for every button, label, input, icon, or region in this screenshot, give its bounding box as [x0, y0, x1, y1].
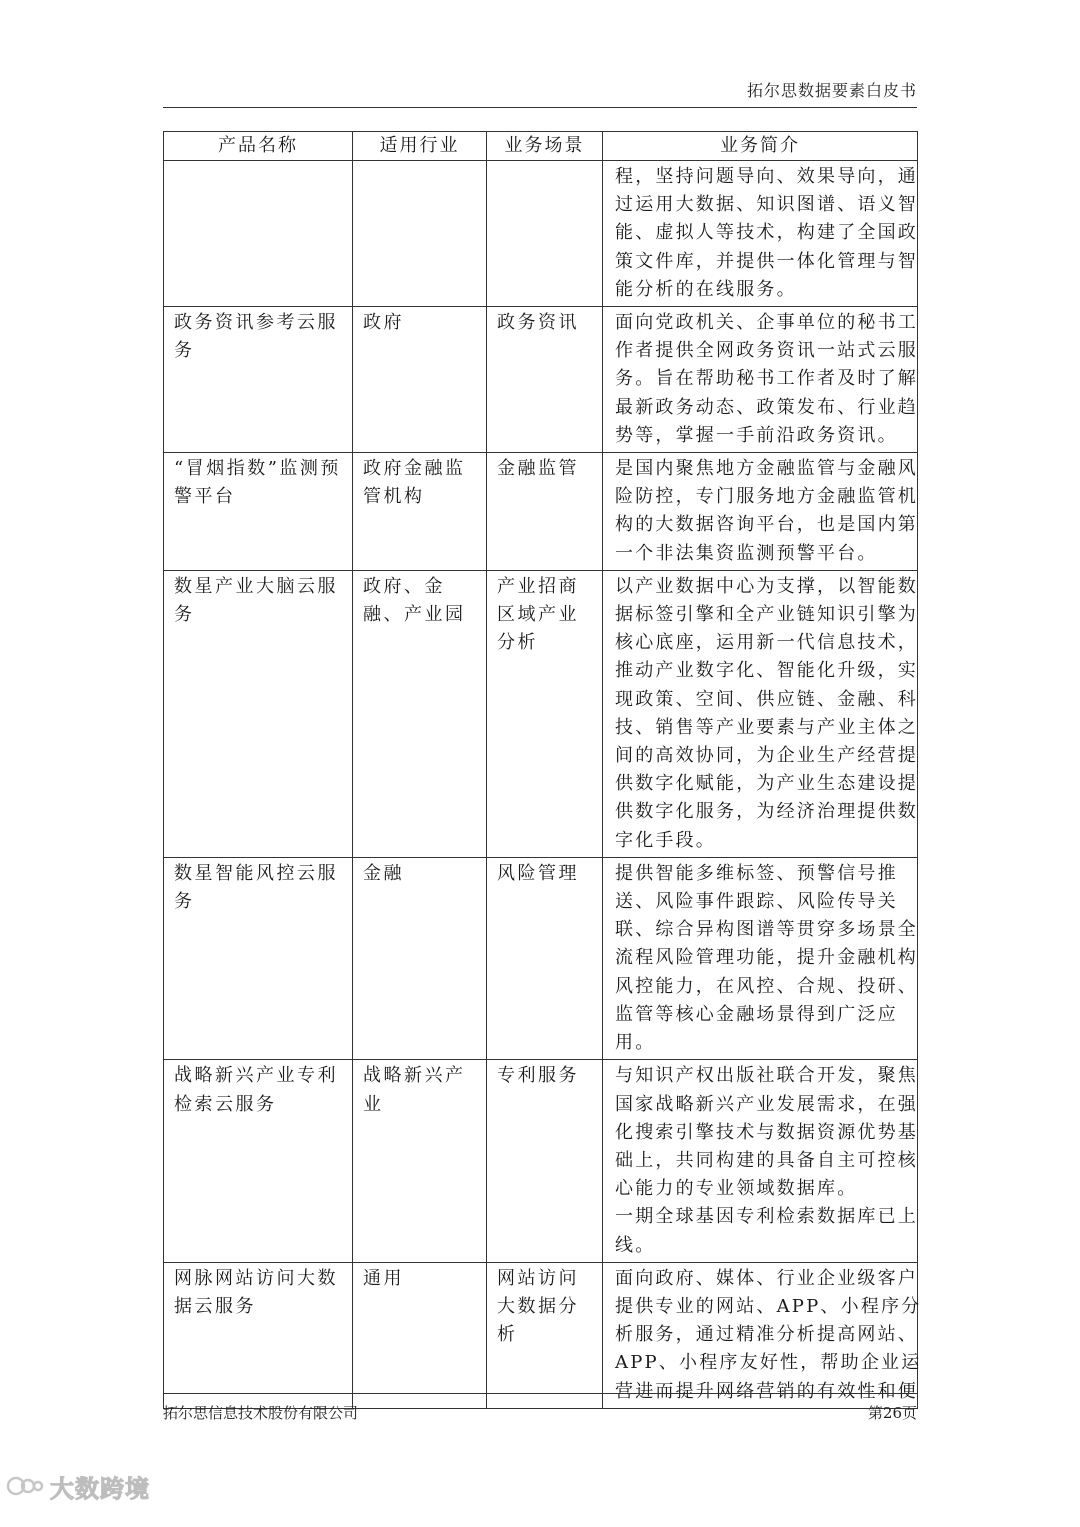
cell-industry: 政府、金融、产业园: [353, 570, 487, 857]
description-line: 础上，共同构建的具备自主可控核: [615, 1149, 918, 1171]
cell-description: [603, 1262, 922, 1408]
cell-scenario: 政务资讯: [487, 307, 603, 453]
footer-company: 拓尔思信息技术股份有限公司: [163, 1404, 359, 1422]
description-line: 过运用大数据、知识图谱、语义智: [615, 194, 918, 216]
description-line: 构的大数据咨询平台，也是国内第: [615, 514, 918, 536]
description-line: 监管等核心金融场景得到广泛应: [615, 1003, 898, 1025]
cell-scenario: 专利服务: [487, 1060, 603, 1262]
table-header-row: [164, 132, 918, 161]
watermark-logo-icon: [6, 1471, 46, 1501]
description-line: 一个非法集资监测预警平台。: [615, 542, 878, 564]
header-divider: [163, 107, 917, 108]
cell-product-name: [164, 161, 353, 307]
description-line: 风控能力，在风控、合规、投研、: [615, 975, 918, 997]
description-line: 能分析的在线服务。: [615, 278, 797, 300]
cell-industry: 金融: [353, 857, 487, 1059]
column-header-scenario: 业务场景: [487, 132, 603, 161]
description-line: 核心底座，运用新一代信息技术，: [615, 632, 918, 654]
column-header-description: 业务简介: [603, 132, 918, 161]
description-line: 程，坚持问题导向、效果导向，通: [615, 166, 918, 187]
cell-scenario: 产业招商区域产业分析: [487, 570, 603, 857]
table-row: [164, 1262, 918, 1408]
cell-description: [603, 570, 918, 857]
cell-product-name: “冒烟指数”监测预警平台: [164, 453, 353, 571]
description-line: 字化手段。: [615, 829, 716, 851]
table-row: [164, 570, 918, 857]
description-line: 是国内聚焦地方金融监管与金融风: [615, 458, 918, 480]
cell-description: [603, 1060, 918, 1262]
description-line: 联、综合异构图谱等贯穿多场景全: [615, 919, 918, 941]
description-line: 策文件库，并提供一体化管理与智: [615, 250, 918, 272]
description-line: 面向政府、媒体、行业企业级客户: [615, 1267, 918, 1289]
description-line: 与知识产权出版社联合开发，聚焦: [615, 1065, 918, 1087]
description-line: 能、虚拟人等技术，构建了全国政: [615, 222, 918, 244]
cell-industry: 通用: [353, 1262, 487, 1408]
description-line: 面向党政机关、企事单位的秘书工: [615, 312, 918, 334]
header-title: 拓尔思数据要素白皮书: [746, 81, 917, 100]
description-line: 作者提供全网政务资讯一站式云服: [615, 340, 918, 362]
description-line: 化搜索引擎技术与数据资源优势基: [615, 1121, 918, 1143]
table-row: [164, 161, 918, 307]
table-row: [164, 1060, 918, 1262]
cell-scenario: 金融监管: [487, 453, 603, 571]
watermark: [6, 1466, 150, 1506]
column-header-industry: 适用行业: [353, 132, 487, 161]
watermark-text: 大数跨境: [50, 1474, 150, 1503]
cell-description: [603, 161, 918, 307]
description-line: 据标签引擎和全产业链知识引擎为: [615, 604, 918, 626]
cell-product-name: 数星产业大脑云服务: [164, 570, 353, 857]
footer-divider: [163, 1393, 917, 1394]
footer-page-number: 第26页: [867, 1404, 917, 1422]
description-line: APP、小程序友好性，帮助企业运: [615, 1352, 922, 1374]
description-line: 间的高效协同，为企业生产经营提: [615, 745, 918, 767]
description-line: 势等，掌握一手前沿政务资讯。: [615, 424, 898, 446]
description-line: 险防控，专门服务地方金融监管机: [615, 486, 918, 508]
cell-product-name: 数星智能风控云服务: [164, 857, 353, 1059]
description-line: 提供智能多维标签、预警信号推: [615, 862, 898, 884]
cell-industry: 战略新兴产业: [353, 1060, 487, 1262]
cell-scenario: 网站访问大数据分析: [487, 1262, 603, 1408]
description-line: 供数字化赋能，为产业生态建设提: [615, 773, 918, 795]
cell-industry: [353, 161, 487, 307]
description-line: 提供专业的网站、APP、小程序分: [615, 1295, 922, 1317]
description-line: 送、风险事件跟踪、风险传导关: [615, 891, 898, 913]
cell-scenario: [487, 161, 603, 307]
column-header-name: 产品名称: [164, 132, 353, 161]
description-line: 流程风险管理功能，提升金融机构: [615, 947, 918, 969]
cell-product-name: 网脉网站访问大数据云服务: [164, 1262, 353, 1408]
cell-product-name: 政务资讯参考云服务: [164, 307, 353, 453]
description-line: 以产业数据中心为支撑，以智能数: [615, 575, 918, 597]
cell-description: [603, 307, 918, 453]
description-line: 技、销售等产业要素与产业主体之: [615, 716, 918, 738]
cell-industry: 政府金融监管机构: [353, 453, 487, 571]
cell-product-name: 战略新兴产业专利检索云服务: [164, 1060, 353, 1262]
description-line: 供数字化服务，为经济治理提供数: [615, 801, 918, 823]
description-line: 用。: [615, 1032, 656, 1054]
description-line: 最新政务动态、政策发布、行业趋: [615, 396, 918, 418]
cell-scenario: 风险管理: [487, 857, 603, 1059]
table-row: [164, 307, 918, 453]
cell-description: [603, 857, 918, 1059]
description-line: 国家战略新兴产业发展需求，在强: [615, 1093, 918, 1115]
description-line: 营进而提升网络营销的有效性和便: [615, 1380, 918, 1402]
description-line: 心能力的专业领域数据库。: [615, 1178, 858, 1200]
description-line: 一期全球基因专利检索数据库已上: [615, 1206, 918, 1228]
description-line: 现政策、空间、供应链、金融、科: [615, 688, 918, 710]
description-line: 析服务，通过精准分析提高网站、: [615, 1324, 918, 1346]
cell-description: [603, 453, 918, 571]
product-table: [163, 131, 922, 1409]
table-row: [164, 857, 918, 1059]
description-line: 推动产业数字化、智能化升级，实: [615, 660, 918, 682]
description-line: 务。旨在帮助秘书工作者及时了解: [615, 368, 918, 390]
table-row: [164, 453, 918, 571]
cell-industry: 政府: [353, 307, 487, 453]
description-line: 线。: [615, 1234, 656, 1256]
